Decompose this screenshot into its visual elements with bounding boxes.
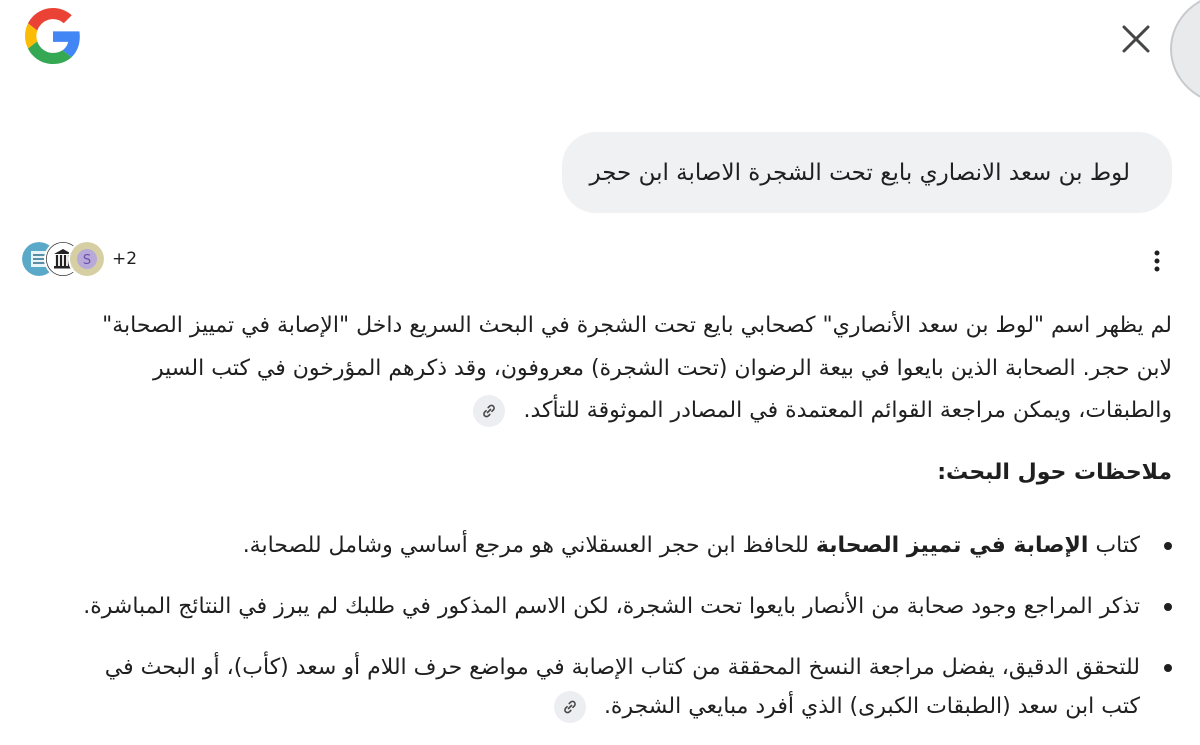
- user-query-bubble: [562, 132, 1172, 213]
- answer-line: لم يظهر اسم "لوط بن سعد الأنصاري" كصحابي بايع تحت الشجرة في البحث السريع داخل "الإصابة في تمييز الصحابة": [102, 313, 1172, 338]
- bullet-bold-text: الإصابة في تمييز الصحابة: [815, 533, 1089, 558]
- close-icon: [1121, 24, 1151, 54]
- list-item: [83, 587, 1172, 626]
- citation-link-button[interactable]: [554, 691, 586, 723]
- list-item: [105, 648, 1172, 726]
- list-item: [243, 526, 1172, 565]
- bullet-dot: [1164, 603, 1172, 611]
- answer-line: [40, 391, 1172, 430]
- link-icon: [562, 699, 578, 715]
- answer-line-text: والطبقات، ويمكن مراجعة القوائم المعتمدة في المصادر الموثوقة للتأكد.: [523, 398, 1172, 423]
- close-button[interactable]: [1114, 17, 1158, 61]
- bullet-text: كتب ابن سعد (الطبقات الكبرى) الذي أفرد مبايعي الشجرة.: [603, 694, 1140, 719]
- citation-link-button[interactable]: [473, 395, 505, 427]
- bullet-text: للتحقق الدقيق، يفضل مراجعة النسخ المحققة من كتاب الإصابة في مواضع حرف اللام أو سعد (كأب)، أو البحث في: [104, 655, 1140, 680]
- floating-button-edge[interactable]: [1170, 0, 1200, 106]
- link-icon: [481, 403, 497, 419]
- more-options-button[interactable]: [1141, 245, 1173, 277]
- notes-heading: ملاحظات حول البحث:: [937, 460, 1172, 485]
- bullet-dot: [1164, 664, 1172, 672]
- bullet-text: تذكر المراجع وجود صحابة من الأنصار بايعوا تحت الشجرة، لكن الاسم المذكور في طلبك لم يبرز في النتائج المباشرة.: [83, 594, 1140, 619]
- sources-more-count[interactable]: +2: [112, 249, 138, 269]
- source-site-icon[interactable]: [68, 240, 106, 278]
- bullet-dot: [1164, 542, 1172, 550]
- svg-text:S: S: [82, 253, 92, 268]
- bullet-text-line: [105, 687, 1140, 726]
- bullet-text: كتاب: [1088, 533, 1140, 558]
- more-vert-icon: [1153, 250, 1161, 272]
- bullet-text: للحافظ ابن حجر العسقلاني هو مرجع أساسي وشامل للصحابة.: [242, 533, 816, 558]
- google-g-logo-icon: [25, 8, 81, 64]
- answer-line: لابن حجر. الصحابة الذين بايعوا في بيعة الرضوان (تحت الشجرة) معروفون، وقد ذكرهم المؤرخون في كتب السير: [153, 356, 1172, 381]
- sources-row[interactable]: [20, 240, 137, 278]
- user-query-text: لوط بن سعد الانصاري بايع تحت الشجرة الاصابة ابن حجر: [589, 159, 1130, 186]
